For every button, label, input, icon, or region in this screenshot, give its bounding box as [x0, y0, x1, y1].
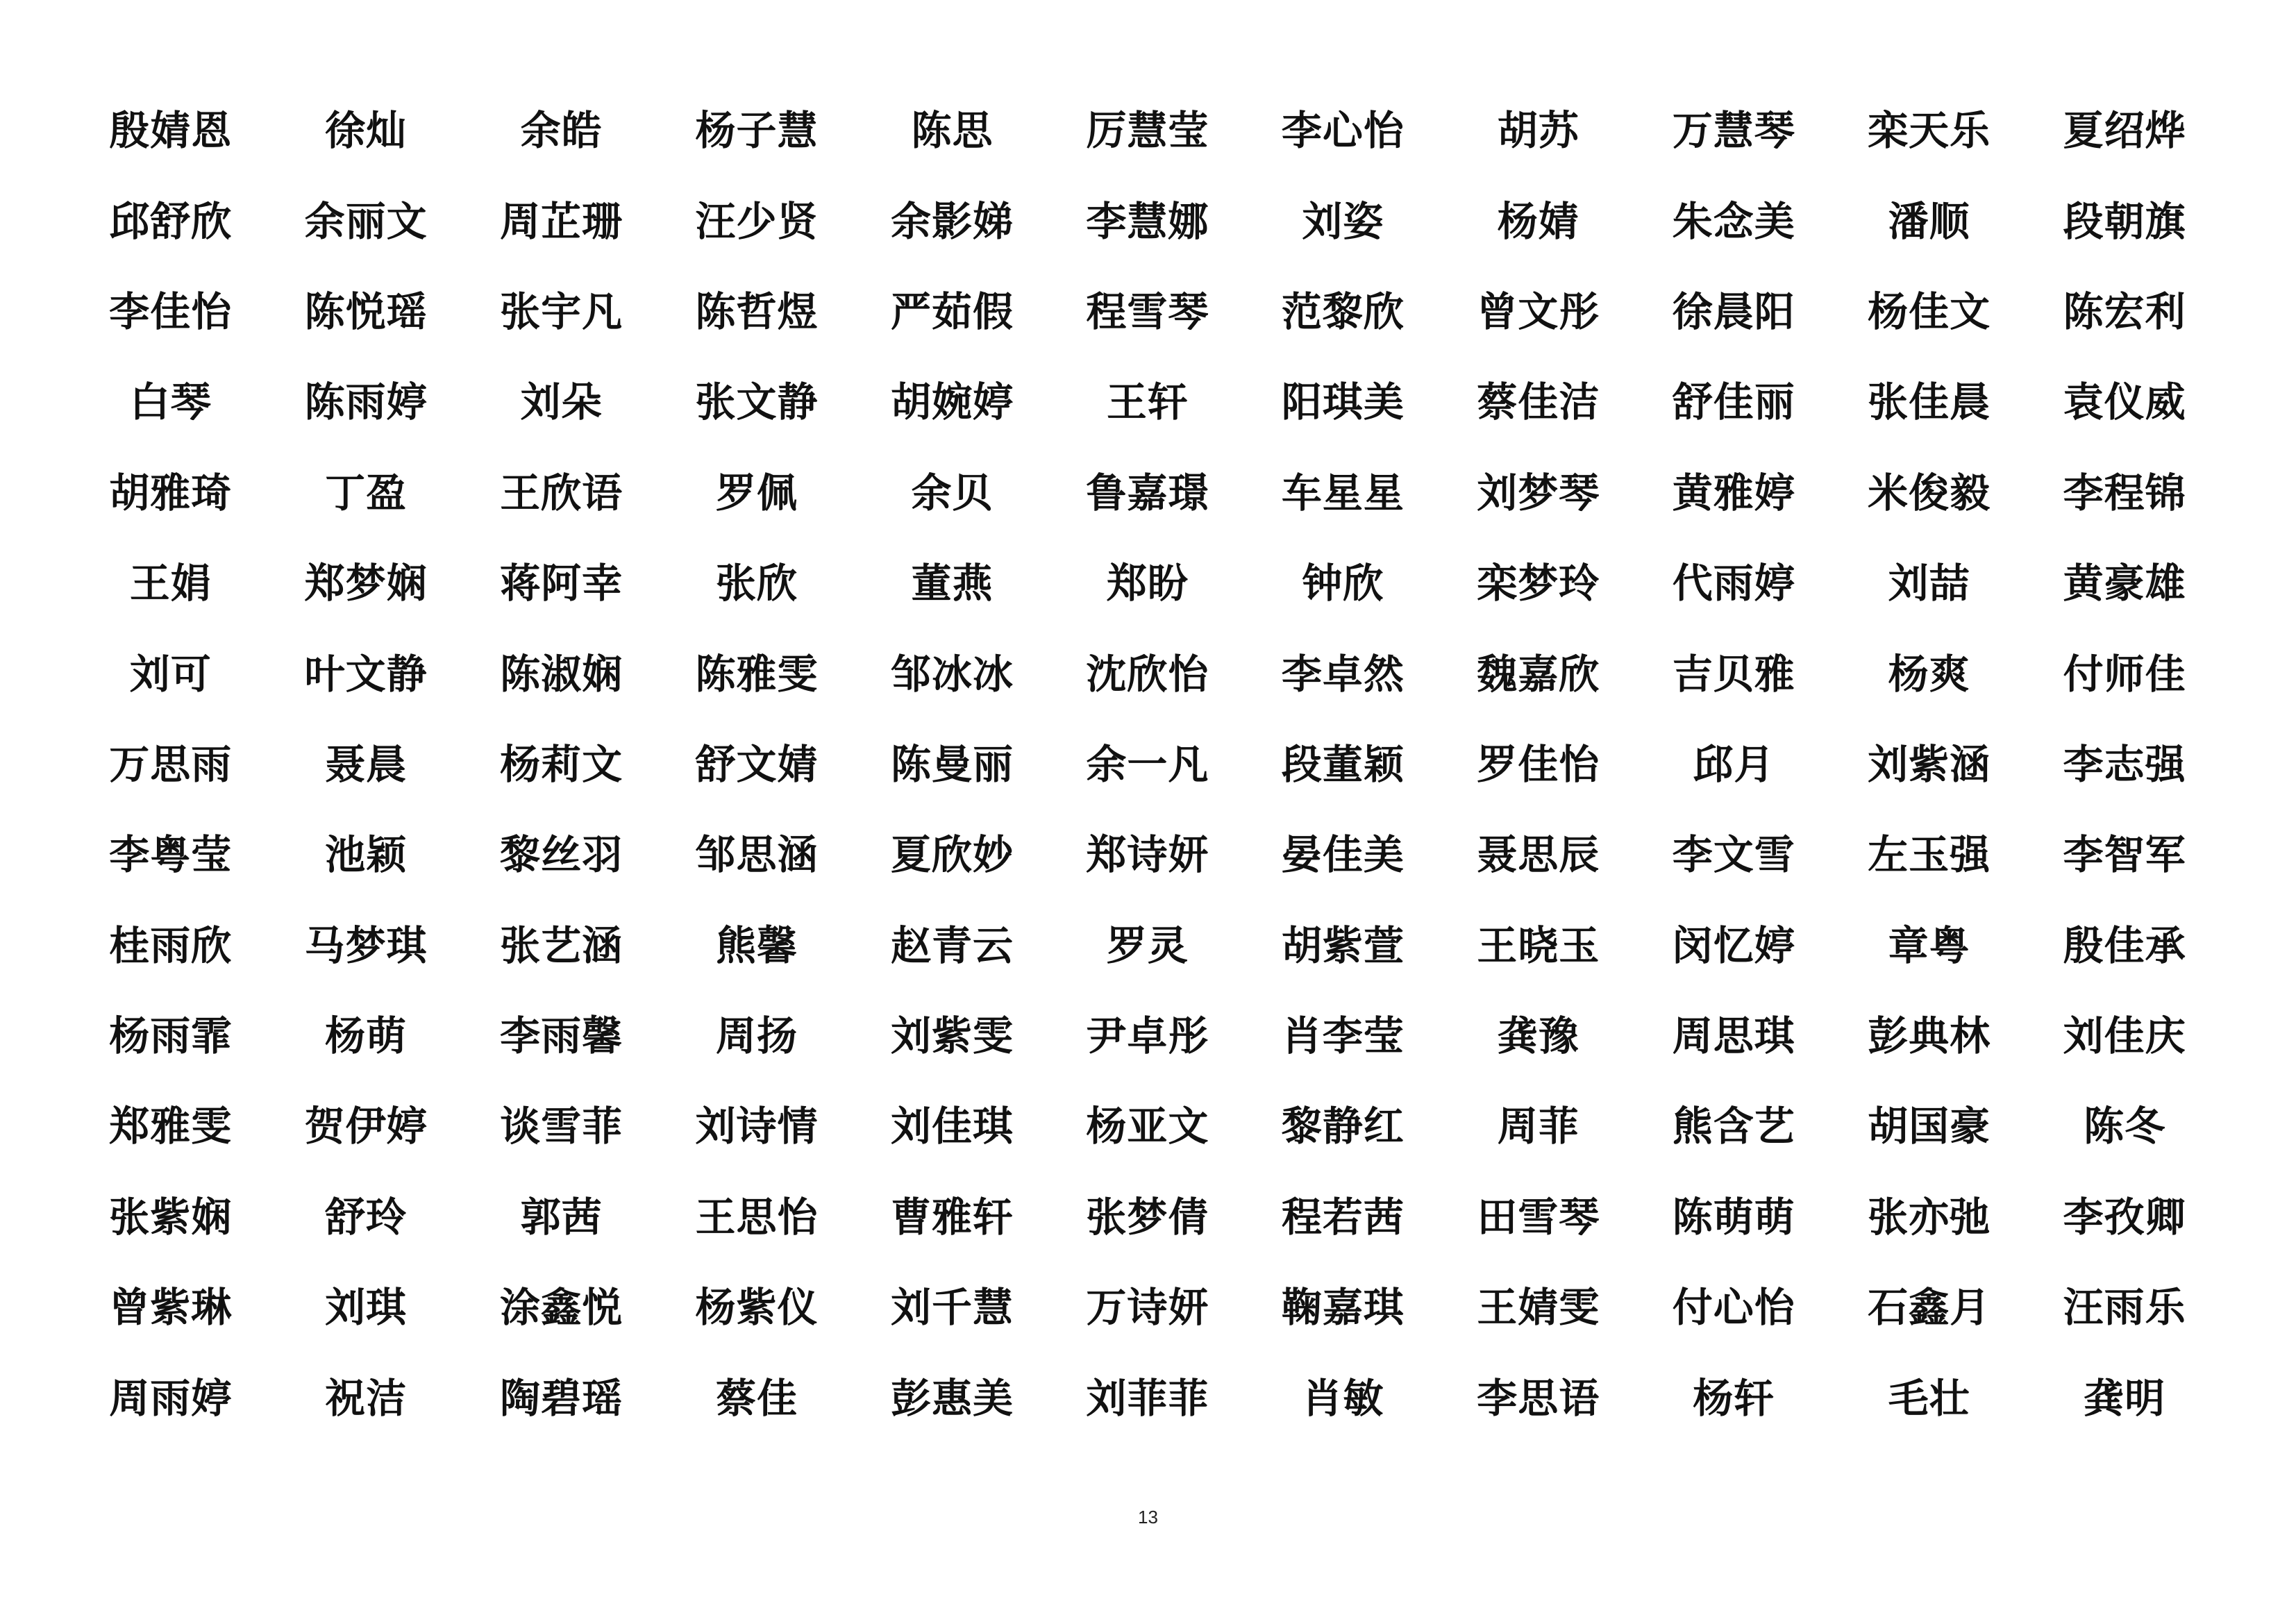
name-cell: 厉慧莹 [1086, 107, 1209, 155]
name-cell: 陶碧瑶 [500, 1374, 623, 1422]
name-cell: 李思语 [1477, 1374, 1600, 1422]
name-cell: 邹冰冰 [890, 650, 1014, 698]
name-cell: 张紫娴 [109, 1193, 233, 1241]
name-cell: 陈宏利 [2063, 287, 2186, 335]
name-cell: 陈哲煜 [695, 287, 819, 335]
name-cell: 刘紫雯 [890, 1012, 1014, 1060]
name-cell: 杨莉文 [500, 740, 623, 788]
name-cell: 李心怡 [1281, 107, 1405, 155]
name-cell: 徐晨阳 [1672, 287, 1795, 335]
name-cell: 舒文婧 [695, 740, 819, 788]
name-cell: 刘琪 [325, 1284, 408, 1332]
name-cell: 杨婧 [1497, 197, 1579, 245]
name-cell: 付师佳 [2063, 650, 2186, 698]
name-cell: 周雨婷 [109, 1374, 233, 1422]
name-cell: 车星星 [1281, 469, 1405, 517]
name-cell: 万慧琴 [1672, 107, 1795, 155]
name-cell: 黎丝羽 [500, 831, 623, 879]
name-cell: 杨佳文 [1868, 287, 1991, 335]
name-cell: 李文雪 [1672, 831, 1795, 879]
name-cell: 蒋阿幸 [500, 560, 623, 608]
name-cell: 王轩 [1106, 378, 1189, 426]
name-cell: 王娟 [129, 560, 212, 608]
name-cell: 余一凡 [1086, 740, 1209, 788]
name-cell: 董燕 [911, 560, 994, 608]
name-cell: 朱念美 [1672, 197, 1795, 245]
name-cell: 张佳晨 [1868, 378, 1991, 426]
name-cell: 罗佩 [716, 469, 798, 517]
name-cell: 彭典林 [1868, 1012, 1991, 1060]
name-cell: 尹卓彤 [1086, 1012, 1209, 1060]
name-cell: 邱舒欣 [109, 197, 233, 245]
name-cell: 钟欣 [1302, 560, 1384, 608]
name-cell: 陈曼丽 [890, 740, 1014, 788]
name-cell: 程若茜 [1281, 1193, 1405, 1241]
name-cell: 刘喆 [1888, 560, 1970, 608]
name-cell: 杨萌 [325, 1012, 408, 1060]
name-cell: 郑盼 [1106, 560, 1189, 608]
name-cell: 张艺涵 [500, 921, 623, 969]
name-cell: 张亦弛 [1868, 1193, 1991, 1241]
name-cell: 李慧娜 [1086, 197, 1209, 245]
name-cell: 李孜卿 [2063, 1193, 2186, 1241]
name-cell: 彭惠美 [890, 1374, 1014, 1422]
name-cell: 舒佳丽 [1672, 378, 1795, 426]
name-cell: 米俊毅 [1868, 469, 1991, 517]
name-cell: 刘佳琪 [890, 1103, 1014, 1150]
name-cell: 石鑫月 [1868, 1284, 1991, 1332]
name-cell: 郑雅雯 [109, 1103, 233, 1150]
name-cell: 闵忆婷 [1672, 921, 1795, 969]
name-cell: 杨爽 [1888, 650, 1970, 698]
name-cell: 章粤 [1888, 921, 1970, 969]
name-cell: 赵青云 [890, 921, 1014, 969]
name-cell: 李志强 [2063, 740, 2186, 788]
name-cell: 聂晨 [325, 740, 408, 788]
name-cell: 刘姿 [1302, 197, 1384, 245]
name-cell: 段董颖 [1281, 740, 1405, 788]
name-cell: 肖李莹 [1281, 1012, 1405, 1060]
name-cell: 周菲 [1497, 1103, 1579, 1150]
name-cell: 胡雅琦 [109, 469, 233, 517]
name-cell: 邹思涵 [695, 831, 819, 879]
name-cell: 张欣 [716, 560, 798, 608]
name-cell: 曹雅轩 [890, 1193, 1014, 1241]
name-cell: 罗佳怡 [1477, 740, 1600, 788]
page-number: 13 [1138, 1507, 1158, 1527]
name-cell: 郑梦娴 [304, 560, 428, 608]
name-cell: 汪少贤 [695, 197, 819, 245]
name-cell: 李雨馨 [500, 1012, 623, 1060]
name-cell: 舒玲 [325, 1193, 408, 1241]
name-cell: 万诗妍 [1086, 1284, 1209, 1332]
name-cell: 余影娣 [890, 197, 1014, 245]
name-cell: 刘千慧 [890, 1284, 1014, 1332]
name-cell: 毛壮 [1888, 1374, 1970, 1422]
name-cell: 祝洁 [325, 1374, 408, 1422]
name-cell: 罗灵 [1106, 921, 1189, 969]
name-cell: 丁盈 [325, 469, 408, 517]
name-cell: 刘朵 [520, 378, 603, 426]
name-cell: 夏欣妙 [890, 831, 1014, 879]
name-cell: 余丽文 [304, 197, 428, 245]
name-cell: 周芷珊 [500, 197, 623, 245]
name-cell: 杨雨霏 [109, 1012, 233, 1060]
name-cell: 杨子慧 [695, 107, 819, 155]
name-cell: 余皓 [520, 107, 603, 155]
name-cell: 曾紫琳 [109, 1284, 233, 1332]
name-cell: 陈雨婷 [304, 378, 428, 426]
name-cell: 万思雨 [109, 740, 233, 788]
name-cell: 李智军 [2063, 831, 2186, 879]
name-cell: 晏佳美 [1281, 831, 1405, 879]
name-cell: 马梦琪 [304, 921, 428, 969]
name-cell: 刘梦琴 [1477, 469, 1600, 517]
name-cell: 沈欣怡 [1086, 650, 1209, 698]
name-cell: 吉贝雅 [1672, 650, 1795, 698]
name-cell: 刘菲菲 [1086, 1374, 1209, 1422]
name-cell: 段朝旗 [2063, 197, 2186, 245]
name-cell: 周扬 [716, 1012, 798, 1060]
name-cell: 陈淑娴 [500, 650, 623, 698]
name-cell: 郭茜 [520, 1193, 603, 1241]
name-cell: 郑诗妍 [1086, 831, 1209, 879]
name-cell: 刘紫涵 [1868, 740, 1991, 788]
name-cell: 李粤莹 [109, 831, 233, 879]
name-cell: 魏嘉欣 [1477, 650, 1600, 698]
name-cell: 王婧雯 [1477, 1284, 1600, 1332]
name-cell: 蔡佳洁 [1477, 378, 1600, 426]
name-cell: 陈冬 [2084, 1103, 2166, 1150]
name-cell: 陈萌萌 [1672, 1193, 1795, 1241]
name-cell: 龚豫 [1497, 1012, 1579, 1060]
name-cell: 刘佳庆 [2063, 1012, 2186, 1060]
name-cell: 潘顺 [1888, 197, 1970, 245]
name-grid [73, 82, 2222, 1440]
name-cell: 田雪琴 [1477, 1193, 1600, 1241]
name-cell: 栾梦玲 [1477, 560, 1600, 608]
name-cell: 张梦倩 [1086, 1193, 1209, 1241]
name-cell: 严茹假 [890, 287, 1014, 335]
name-cell: 熊含艺 [1672, 1103, 1795, 1150]
name-cell: 程雪琴 [1086, 287, 1209, 335]
name-cell: 黎静红 [1281, 1103, 1405, 1150]
name-cell: 左玉强 [1868, 831, 1991, 879]
name-cell: 陈雅雯 [695, 650, 819, 698]
name-cell: 付心怡 [1672, 1284, 1795, 1332]
name-cell: 胡苏 [1497, 107, 1579, 155]
name-cell: 龚明 [2084, 1374, 2166, 1422]
name-cell: 叶文静 [304, 650, 428, 698]
name-cell: 肖敏 [1302, 1374, 1384, 1422]
name-cell: 熊馨 [716, 921, 798, 969]
name-cell: 袁仪威 [2063, 378, 2186, 426]
name-cell: 范黎欣 [1281, 287, 1405, 335]
name-cell: 徐灿 [325, 107, 408, 155]
name-cell: 汪雨乐 [2063, 1284, 2186, 1332]
name-cell: 胡国豪 [1868, 1103, 1991, 1150]
name-cell: 王欣语 [500, 469, 623, 517]
name-cell: 涂鑫悦 [500, 1284, 623, 1332]
name-cell: 刘可 [129, 650, 212, 698]
name-cell: 邱月 [1693, 740, 1775, 788]
name-cell: 夏绍烨 [2063, 107, 2186, 155]
name-cell: 鲁嘉璟 [1086, 469, 1209, 517]
name-cell: 张文静 [695, 378, 819, 426]
name-cell: 周思琪 [1672, 1012, 1795, 1060]
name-cell: 阳琪美 [1281, 378, 1405, 426]
name-cell: 贺伊婷 [304, 1103, 428, 1150]
name-cell: 桂雨欣 [109, 921, 233, 969]
name-cell: 栾天乐 [1868, 107, 1991, 155]
name-cell: 王晓玉 [1477, 921, 1600, 969]
name-cell: 鞠嘉琪 [1281, 1284, 1405, 1332]
name-cell: 聂思辰 [1477, 831, 1600, 879]
name-cell: 李佳怡 [109, 287, 233, 335]
name-cell: 杨轩 [1693, 1374, 1775, 1422]
name-cell: 胡婉婷 [890, 378, 1014, 426]
name-cell: 黄雅婷 [1672, 469, 1795, 517]
name-cell: 谈雪菲 [500, 1103, 623, 1150]
name-cell: 杨亚文 [1086, 1103, 1209, 1150]
name-cell: 殷佳承 [2063, 921, 2186, 969]
name-cell: 余贝 [911, 469, 994, 517]
name-cell: 李卓然 [1281, 650, 1405, 698]
name-cell: 蔡佳 [716, 1374, 798, 1422]
name-cell: 黄豪雄 [2063, 560, 2186, 608]
name-cell: 胡紫萱 [1281, 921, 1405, 969]
name-cell: 殷婧恩 [109, 107, 233, 155]
name-cell: 陈思 [911, 107, 994, 155]
name-cell: 曾文彤 [1477, 287, 1600, 335]
name-cell: 杨紫仪 [695, 1284, 819, 1332]
name-cell: 刘诗情 [695, 1103, 819, 1150]
name-cell: 池颖 [325, 831, 408, 879]
name-cell: 张宇凡 [500, 287, 623, 335]
name-cell: 代雨婷 [1672, 560, 1795, 608]
name-cell: 陈悦瑶 [304, 287, 428, 335]
name-cell: 李程锦 [2063, 469, 2186, 517]
name-cell: 白琴 [129, 378, 212, 426]
name-cell: 王思怡 [695, 1193, 819, 1241]
